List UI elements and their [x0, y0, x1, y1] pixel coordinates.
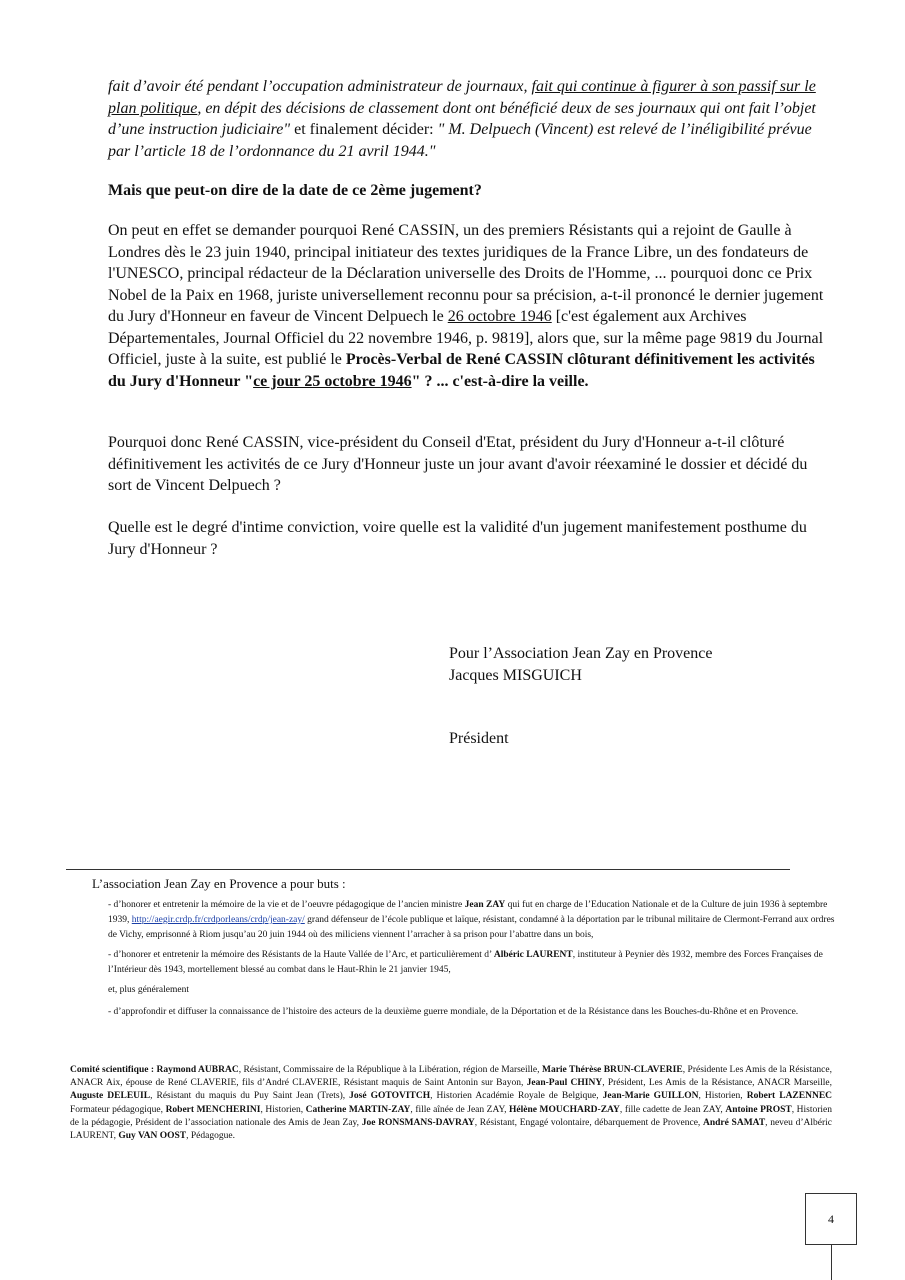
committee-member: Auguste DELEUIL: [70, 1091, 151, 1102]
footer-heading: L’association Jean Zay en Provence a pour buts :: [92, 876, 346, 891]
question-heading: Mais que peut-on dire de la date de ce 2ème jugement?: [108, 182, 482, 199]
committee-member: Joe RONSMANS-DAVRAY: [361, 1117, 475, 1128]
committee-member: Jean-Marie GUILLON: [602, 1091, 699, 1102]
footer-item2-text-c: , instituteur à Peynier dès 1932, membre des Forces Françaises de l’Intérieur dès 1943, mortellement blessé au combat dans le Haut-Rhin le 21 janvier 1945,: [108, 950, 823, 975]
committee-member: André SAMAT: [703, 1117, 766, 1128]
footer-item1-text-c: qui fut en charge de l’Education Nationale et de la Culture de juin 1936 à septembre 1939,: [108, 900, 828, 925]
p3-text-a: On peut en effet se demander pourquoi René CASSIN, un des premiers Résistants qui a rejoint de Gaulle à Londres dès le 23 juin 1940, principal initiateur des textes juridiques de la France Libre, un des fondateurs de l'UNESCO, principal rédacteur de la Déclaration universelle des Droits de l'Homme, ... pourquoi donc ce Prix Nobel de la Paix en 1968, juriste universellement reconnu pour sa précision, a-t-il prononcé le dernier jugement du Jury d'Honneur en faveur de Vincent Delpuech le: [108, 222, 824, 325]
p3-bold-tail: " ? ... c'est-à-dire la veille.: [411, 372, 589, 390]
committee-desc: , Résistant, Engagé volontaire, débarquement de Provence,: [474, 1117, 703, 1128]
p3-text-c: [c'est également aux Archives Départementales, Journal Officiel du 22 novembre 1946, p. 9819], alors que, sur la même page 9819 du Journal Officiel, juste à la suite, est publié le: [108, 308, 824, 368]
jean-zay-link[interactable]: http://aegir.crdp.fr/crdporleans/crdp/jean-zay/: [131, 915, 305, 925]
committee-desc: , Historien,: [698, 1091, 747, 1102]
committee-desc: , Présidente Les Amis de la Résistance, ANACR Aix, épouse de René CLAVERIE, fils d’André CLAVERIE, Résistant maquis de Saint Antonin sur Bayon,: [70, 1065, 832, 1089]
p1-text-d: et finalement décider:: [290, 121, 438, 138]
committee-desc: , Résistant, Commissaire de la République à la Libération, région de Marseille,: [238, 1065, 542, 1075]
p1-quote: " M. Delpuech (Vincent) est relevé de l’inéligibilité prévue par l’article 18 de l’ordonnance du 21 avril 1944.": [108, 121, 812, 160]
p3-bold-text: Procès-Verbal de René CASSIN clôturant définitivement les activités du Jury d'Honneur ": [108, 351, 815, 390]
p1-text-c: , en dépit des décisions de classement dont ont bénéficié deux de ses journaux qui ont fait l’objet d’une instruction judiciaire": [108, 99, 816, 138]
signature-line-1: Pour l’Association Jean Zay en Provence: [449, 645, 713, 662]
committee-member: José GOTOVITCH: [349, 1091, 431, 1102]
committee-desc: , neveu d’Albéric LAURENT,: [70, 1117, 832, 1142]
footer-item-jean-zay: [108, 898, 838, 943]
footer-item2-text-a: - d’honorer et entretenir la mémoire des Résistants de la Haute Vallée de l’Arc, et particulièrement d’: [108, 950, 494, 960]
committee-member: Catherine MARTIN-ZAY: [305, 1104, 411, 1115]
footer-item-history: - d’approfondir et diffuser la connaissance de l’histoire des acteurs de la deuxième guerre mondiale, de la Déportation et de la Résistance dans les Bouches-du-Rhône et en Provence.: [108, 1007, 799, 1017]
paragraph-question-cassin: Pourquoi donc René CASSIN, vice-président du Conseil d'Etat, président du Jury d'Honneur a-t-il clôturé définitivement les activités de ce Jury d'Honneur juste un jour avant d'avoir réexaminé le dossier et décidé du sort de Vincent Delpuech ?: [108, 434, 808, 494]
committee-desc: , Président, Les Amis de la Résistance, ANACR Marseille,: [602, 1078, 832, 1089]
committee-desc: , Résistant du maquis du Puy Saint Jean (Trets),: [150, 1091, 350, 1102]
p1-underlined-text: fait qui continue à figurer à son passif sur le plan politique: [108, 78, 816, 117]
committee-desc: Formateur pédagogique,: [70, 1104, 166, 1115]
footer-item-general: et, plus généralement: [108, 985, 189, 995]
committee-desc: , Historien Académie Royale de Belgique,: [430, 1091, 603, 1102]
footer-item-laurent: [108, 948, 838, 978]
committee-desc: , Historien de la pédagogie, Président de l’association nationale des Amis de Jean Zay,: [70, 1104, 833, 1128]
footer-divider: [66, 869, 790, 870]
signature-role: Président: [449, 730, 509, 747]
p1-text-a: fait d’avoir été pendant l’occupation administrateur de journaux,: [108, 78, 532, 95]
paragraph-continuation: [108, 76, 834, 162]
footer-item1-name: Jean ZAY: [464, 900, 506, 910]
committee-desc: , fille cadette de Jean ZAY,: [619, 1104, 726, 1115]
page-number-stem: [831, 1245, 832, 1280]
committee-desc: , fille aînée de Jean ZAY,: [410, 1104, 509, 1115]
paragraph-cassin: [108, 220, 834, 392]
footer-item1-text-d: grand défenseur de l’école publique et laïque, résistant, condamné à la déportation par le tribunal militaire de Clermont-Ferrand aux ordres de Vichy, emprisonné à Riom jusqu’au 20 juin 1944 où des miliciens viennent l’arracher à sa prison pour l’abattre dans un bois,: [108, 915, 835, 940]
page-number-box: [805, 1193, 857, 1245]
committee-member: Jean-Paul CHINY: [526, 1078, 603, 1089]
p3-bold-underlined-date: ce jour 25 octobre 1946: [253, 372, 412, 390]
signature-name: Jacques MISGUICH: [449, 667, 582, 684]
committee-member: Marie Thérèse BRUN-CLAVERIE: [541, 1065, 683, 1075]
committee-member: Antoine PROST: [725, 1104, 792, 1115]
committee-desc: , Historien,: [260, 1104, 306, 1115]
footer-item2-name: Albéric LAURENT: [493, 950, 573, 960]
paragraph-question-validity: Quelle est le degré d'intime conviction, voire quelle est la validité d'un jugement manifestement posthume du Jury d'Honneur ?: [108, 519, 807, 558]
footer-item1-text-a: - d’honorer et entretenir la mémoire de la vie et de l’oeuvre pédagogique de l’ancien ministre: [108, 900, 465, 910]
committee-member: Guy VAN OOST: [118, 1131, 187, 1142]
committee-member: Hélène MOUCHARD-ZAY: [509, 1104, 620, 1115]
committee-desc: , Pédagogue.: [186, 1131, 235, 1142]
committee-label: Comité scientifique :: [70, 1065, 157, 1075]
p3-date-underlined: 26 octobre 1946: [447, 308, 552, 325]
committee-member: Raymond AUBRAC: [156, 1065, 239, 1075]
committee-member: Robert MENCHERINI: [165, 1104, 261, 1115]
committee-member: Robert LAZENNEC: [746, 1091, 833, 1102]
page-number: 4: [828, 1212, 834, 1226]
scientific-committee: [70, 1064, 832, 1143]
